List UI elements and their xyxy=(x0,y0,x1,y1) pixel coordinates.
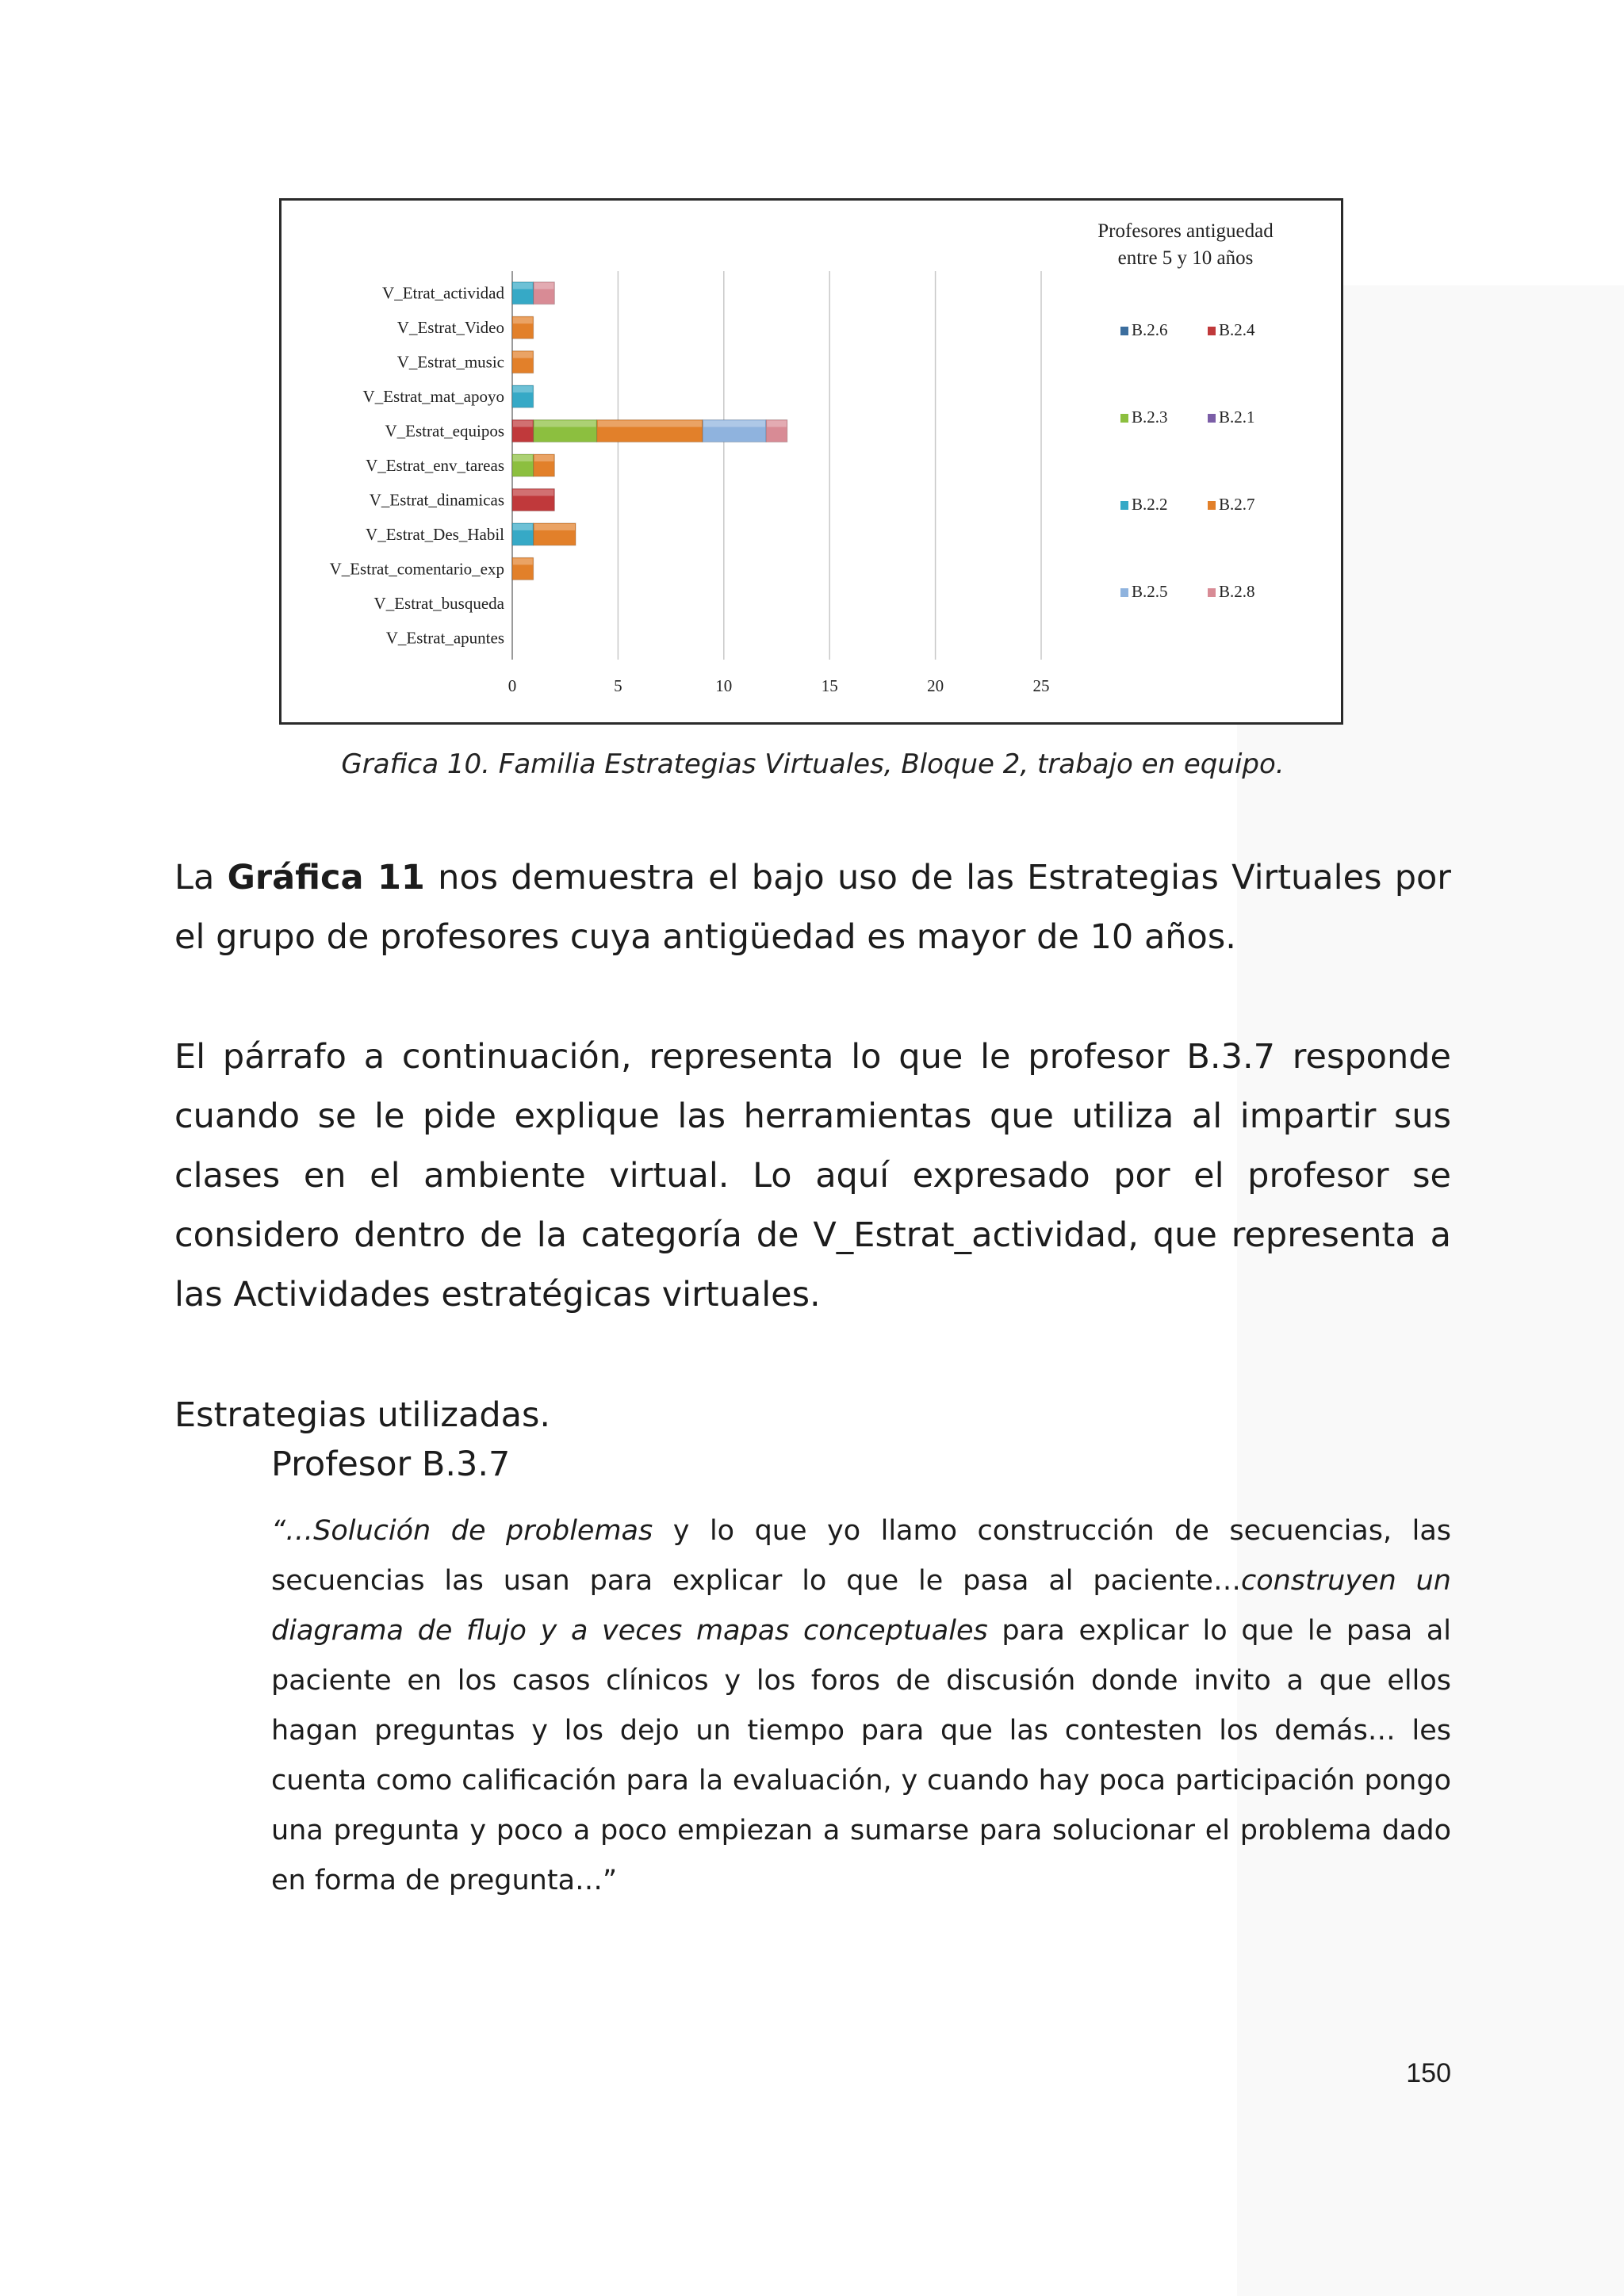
bar-segment-highlight xyxy=(703,421,765,427)
legend-swatch xyxy=(1208,414,1216,423)
x-tick-label-15: 15 xyxy=(821,676,838,695)
paragraph-3: Estrategias utilizadas. xyxy=(174,1395,551,1435)
y-category-label: V_Estrat_apuntes xyxy=(385,628,504,648)
block-quote xyxy=(271,1506,1451,1906)
x-tick-label-10: 10 xyxy=(715,676,733,695)
bar-segment-highlight xyxy=(513,283,533,289)
legend-swatch xyxy=(1208,588,1216,597)
legend-title-line-1: Profesores antiguedad xyxy=(1097,220,1274,242)
quote-part-2: y lo que yo llamo construcción de secuencias, las secuencias las usan para explicar lo que le pasa al paciente… xyxy=(271,1515,1451,1597)
x-tick-label-5: 5 xyxy=(614,676,622,695)
legend-swatch xyxy=(1120,414,1128,423)
y-category-label: V_Estrat_dinamicas xyxy=(369,490,504,510)
bar-segment-highlight xyxy=(534,421,596,427)
bar-segment-highlight xyxy=(534,524,575,530)
bar-segment-highlight xyxy=(513,317,533,323)
legend-label: B.2.3 xyxy=(1132,408,1168,427)
legend-label: B.2.2 xyxy=(1132,495,1168,514)
legend-label: B.2.5 xyxy=(1132,582,1168,601)
legend-title-line-2: entre 5 y 10 años xyxy=(1117,247,1254,269)
y-category-label: V_Etrat_actividad xyxy=(382,283,504,303)
paragraph-1 xyxy=(174,848,1451,967)
bar-segment-highlight xyxy=(534,283,554,289)
paragraph-1-start: La xyxy=(174,858,228,897)
bar-segment-highlight xyxy=(513,386,533,392)
bar-chart xyxy=(279,198,1343,725)
y-category-label: V_Estrat_comentario_exp xyxy=(329,559,504,579)
paragraph-1-end: nos demuestra el bajo uso de las Estrategias Virtuales por el grupo de profesores cuya antigüedad es mayor de 10 años. xyxy=(174,858,1451,957)
paragraph-1-bold: Gráfica 11 xyxy=(227,858,425,897)
y-category-label: V_Estrat_env_tareas xyxy=(366,456,504,475)
bar-segment-highlight xyxy=(534,455,554,461)
bar-segment-highlight xyxy=(513,489,553,496)
legend-swatch xyxy=(1120,327,1128,335)
bar-segment-highlight xyxy=(513,455,533,461)
bar-segment-highlight xyxy=(513,524,533,530)
legend-label: B.2.4 xyxy=(1219,320,1255,339)
legend-swatch xyxy=(1208,327,1216,335)
y-category-label: V_Estrat_busqueda xyxy=(373,593,504,613)
quote-part-1: “…Solución de problemas xyxy=(271,1515,653,1547)
page-number: 150 xyxy=(1406,2058,1451,2088)
quote-part-4: para explicar lo que le pasa al paciente en los casos clínicos y los foros de discusión donde invito a que ellos hagan preguntas y los dejo un tiempo para que las contesten los demás… les cuenta como calificación para la evaluación, y cuando hay poca participación pongo una pregunta y poco a poco empiezan a sumarse para solucionar el problema dado en forma de pregunta…” xyxy=(271,1615,1451,1896)
legend-label: B.2.8 xyxy=(1219,582,1255,601)
bar-segment-highlight xyxy=(767,421,787,427)
legend-label: B.2.6 xyxy=(1132,320,1168,339)
x-tick-label-25: 25 xyxy=(1032,676,1050,695)
legend-label: B.2.1 xyxy=(1219,408,1255,427)
quote-subheading: Profesor B.3.7 xyxy=(271,1445,511,1484)
grid-layer xyxy=(512,271,1041,660)
figure-caption: Grafica 10. Familia Estrategias Virtuales, Bloque 2, trabajo en equipo. xyxy=(341,748,1285,780)
legend-layer xyxy=(1097,220,1274,601)
bar-segment-highlight xyxy=(513,421,533,427)
y-category-label: V_Estrat_music xyxy=(396,352,504,372)
x-tick-label-0: 0 xyxy=(508,676,517,695)
x-tick-label-20: 20 xyxy=(927,676,944,695)
paragraph-2: El párrafo a continuación, representa lo que le profesor B.3.7 responde cuando se le pide explique las herramientas que utiliza al impartir sus clases en el ambiente virtual. Lo aquí expresado por el profesor se considero dentro de la categoría de V_Estrat_actividad, que representa a las Actividades estratégicas virtuales. xyxy=(174,1037,1451,1314)
legend-swatch xyxy=(1120,501,1128,510)
y-category-label: V_Estrat_equipos xyxy=(385,421,504,441)
bars-layer xyxy=(512,282,787,580)
y-category-label: V_Estrat_mat_apoyo xyxy=(362,387,504,407)
chart-svg xyxy=(282,201,1341,722)
legend-swatch xyxy=(1120,588,1128,597)
legend-swatch xyxy=(1208,501,1216,510)
y-category-label: V_Estrat_Video xyxy=(396,318,504,338)
legend-label: B.2.7 xyxy=(1219,495,1255,514)
y-category-label: V_Estrat_Des_Habil xyxy=(366,524,504,544)
bar-segment-highlight xyxy=(513,558,533,564)
quote-part-3: construyen un diagrama de flujo y a veces mapas conceptuales xyxy=(271,1565,1451,1647)
labels-layer xyxy=(330,284,1050,695)
bar-segment-highlight xyxy=(513,352,533,358)
bar-segment-highlight xyxy=(598,421,702,427)
